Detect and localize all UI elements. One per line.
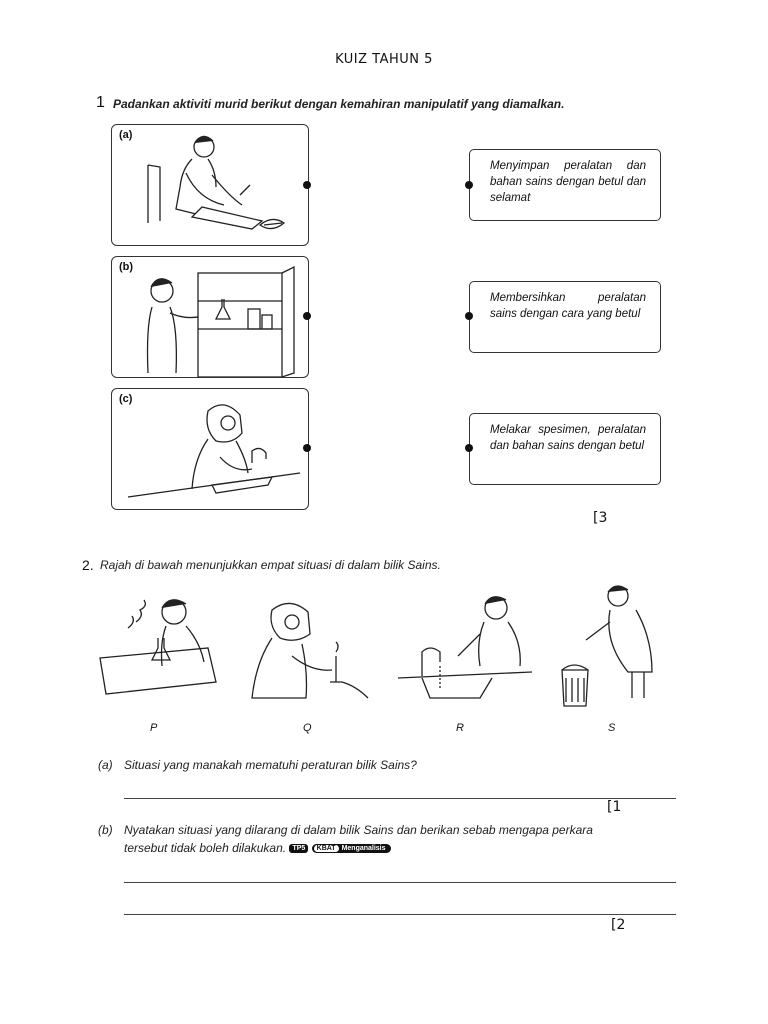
situation-r-figure: [398, 597, 532, 698]
option-1-text: Menyimpan peralatan dan bahan sains dengan betul dan selamat: [490, 160, 646, 204]
q2a-text: Situasi yang manakah mematuhi peraturan bilik Sains?: [124, 758, 417, 772]
kbat-badge: [312, 844, 391, 853]
situation-p-figure: [100, 600, 216, 694]
match-dot-b[interactable]: [303, 312, 311, 320]
match-dot-c[interactable]: [303, 444, 311, 452]
question-2-text: Rajah di bawah menunjukkan empat situasi di dalam bilik Sains.: [100, 558, 441, 572]
page-title: KUIZ TAHUN 5: [335, 52, 433, 67]
situation-q-figure: [252, 603, 368, 698]
q2b-marks: [2: [611, 917, 626, 933]
q2b-text-line2-wrap: [124, 841, 391, 855]
option-box-2: [469, 281, 661, 353]
boy-cupboard-illustration: [112, 257, 308, 377]
option-3-text: Melakar spesimen, peralatan dan bahan sains dengan betul: [490, 424, 646, 452]
q2b-text-line2: tersebut tidak boleh dilakukan.: [124, 841, 287, 855]
q2a-label: (a): [98, 758, 113, 772]
picture-a: [111, 124, 309, 246]
q1-marks: [3: [593, 510, 608, 526]
option-box-1: [469, 149, 661, 221]
q2a-answer-line[interactable]: [124, 798, 676, 799]
option-dot-2[interactable]: [465, 312, 473, 320]
option-dot-1[interactable]: [465, 181, 473, 189]
q2b-answer-line-1[interactable]: [124, 882, 676, 883]
picture-a-label: (a): [119, 129, 133, 141]
match-dot-a[interactable]: [303, 181, 311, 189]
q2b-answer-line-2[interactable]: [124, 914, 676, 915]
option-dot-3[interactable]: [465, 444, 473, 452]
option-box-3: [469, 413, 661, 485]
question-1-number: 1: [96, 94, 105, 111]
girl-sink-illustration: [112, 389, 308, 509]
situation-label-r: R: [456, 722, 464, 734]
kbat-badge-skill: Menganalisis: [341, 845, 386, 853]
picture-b: [111, 256, 309, 378]
option-2-text: Membersihkan peralatan sains dengan cara yang betul: [490, 292, 646, 320]
situation-label-q: Q: [303, 722, 312, 734]
picture-b-label: (b): [119, 261, 134, 273]
tp5-badge: TP5: [289, 844, 308, 853]
kbat-badge-label: KBAT: [314, 845, 339, 852]
situation-s-figure: [562, 586, 652, 706]
q2b-text-line1: Nyatakan situasi yang dilarang di dalam bilik Sains dan berikan sebab mengapa perkara: [124, 823, 593, 837]
picture-c-label: (c): [119, 393, 133, 405]
q2b-label: (b): [98, 823, 113, 837]
q2a-marks: [1: [607, 799, 622, 815]
boy-drawing-illustration: [112, 125, 308, 245]
question-2-number: 2.: [82, 557, 94, 573]
picture-c: [111, 388, 309, 510]
situations-illustration: [96, 582, 676, 712]
situation-label-s: S: [608, 722, 616, 734]
question-1-text: Padankan aktiviti murid berikut dengan kemahiran manipulatif yang diamalkan.: [113, 97, 565, 111]
situation-label-p: P: [150, 722, 158, 734]
